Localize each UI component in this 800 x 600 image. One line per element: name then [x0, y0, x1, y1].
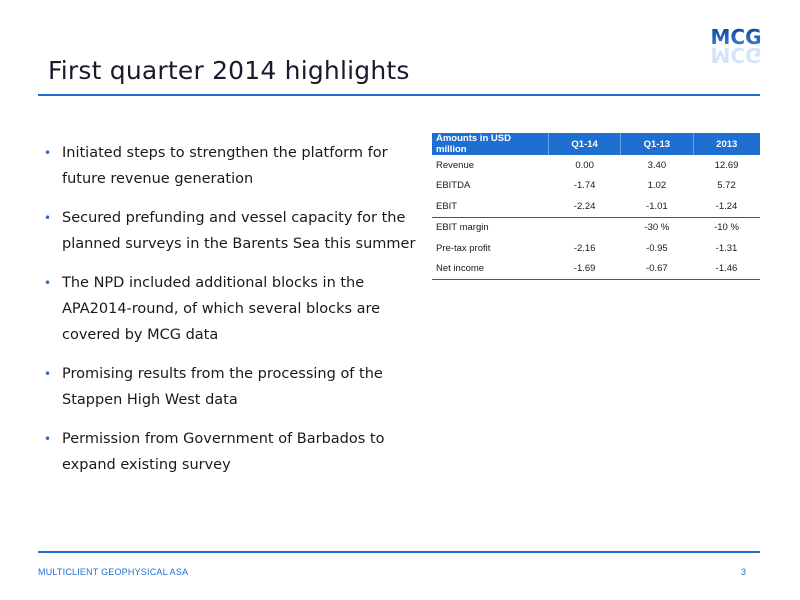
logo-text: MCG [710, 25, 762, 49]
list-item [44, 205, 424, 257]
list-item [44, 270, 424, 348]
table-cell: 1.02 [647, 180, 667, 192]
bullet-text: Initiated steps to strengthen the platform for future revenue generation [62, 145, 388, 187]
table-cell: -0.95 [646, 242, 668, 254]
bullet-text: Promising results from the processing of the Stappen High West data [62, 366, 383, 408]
table-cell: -10 % [693, 217, 760, 238]
footer-company: MULTICLIENT GEOPHYSICAL ASA [38, 567, 189, 577]
table-row [432, 259, 760, 280]
bullet-icon: • [44, 367, 52, 381]
row-label: Revenue [436, 159, 475, 171]
table-cell: -2.24 [573, 200, 596, 212]
logo-reflection: MCG [710, 43, 762, 67]
table-cell: -1.46 [693, 259, 760, 280]
row-label: EBIT [436, 200, 458, 212]
bullet-text: The NPD included additional blocks in the APA2014-round, of which several blocks are covered by MCG data [62, 275, 381, 343]
table-cell: -30 % [621, 217, 693, 238]
table-cell: 0.00 [575, 159, 594, 171]
list-item [44, 361, 424, 413]
bullet-icon: • [44, 276, 52, 290]
table-cell: -1.31 [715, 242, 738, 254]
bullet-text: Secured prefunding and vessel capacity for the planned surveys in the Barents Sea this summer [62, 210, 416, 252]
title-divider [38, 94, 760, 96]
footer-divider [38, 551, 760, 553]
table-row [432, 155, 760, 176]
table-header-cell: Q1-14 [549, 133, 621, 155]
table-cell: -2.16 [573, 242, 596, 254]
table-cell: -1.74 [573, 180, 596, 192]
table-row [432, 217, 760, 238]
table-cell: 3.40 [647, 159, 667, 171]
list-item [44, 140, 424, 192]
table-header-cell: Amounts in USD million [432, 133, 549, 155]
table-cell: -1.69 [549, 259, 621, 280]
row-label: EBIT margin [432, 217, 549, 238]
table-header-cell: Q1-13 [621, 133, 693, 155]
table-cell: -0.67 [621, 259, 693, 280]
table-row [432, 196, 760, 217]
table-header-cell: 2013 [693, 133, 760, 155]
table-cell: -1.24 [715, 200, 738, 212]
bullet-icon: • [44, 432, 52, 446]
page-title: First quarter 2014 highlights [48, 56, 410, 85]
mcg-logo [708, 18, 764, 70]
table-cell [549, 217, 621, 238]
table-row [432, 238, 760, 259]
financial-table [432, 133, 760, 280]
table-row [432, 176, 760, 197]
bullet-icon: • [44, 146, 52, 160]
bullet-text: Permission from Government of Barbados to expand existing survey [62, 431, 385, 473]
page-number: 3 [741, 567, 747, 577]
table-cell: -1.01 [646, 200, 668, 212]
table-header-row [432, 133, 760, 155]
table-cell: 5.72 [717, 180, 736, 192]
bullet-icon: • [44, 211, 52, 225]
row-label: Net income [432, 259, 549, 280]
row-label: EBITDA [436, 180, 471, 192]
highlights-list [44, 140, 424, 491]
list-item [44, 426, 424, 478]
row-label: Pre-tax profit [436, 242, 491, 254]
table-cell: 12.69 [714, 159, 739, 171]
